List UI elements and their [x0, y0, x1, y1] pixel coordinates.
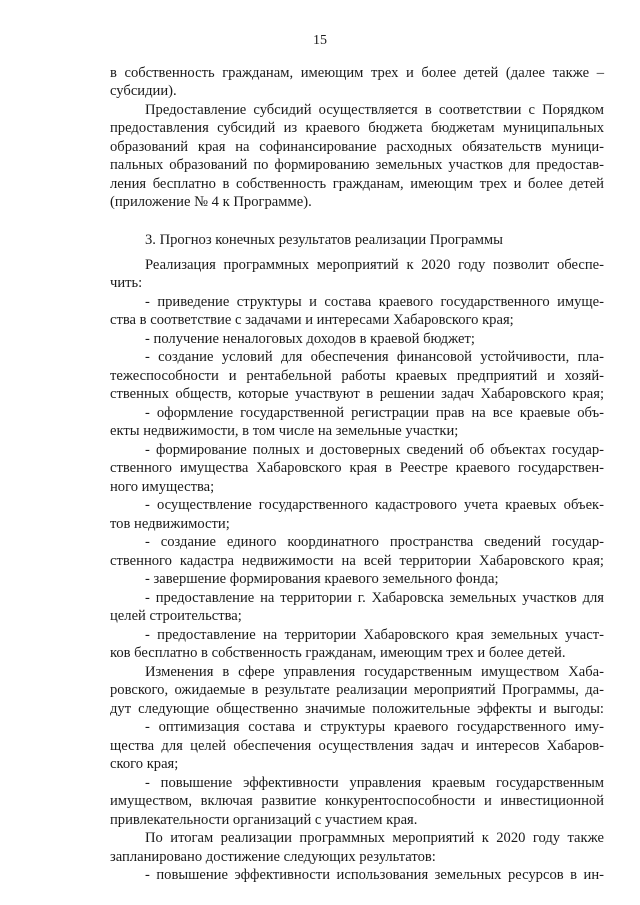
text-line: ского края; — [110, 756, 179, 772]
section-heading: 3. Прогноз конечных результатов реализации Программы — [145, 232, 503, 248]
text-line: екты недвижимости, в том числе на земельные участки; — [110, 423, 459, 439]
text-line: - завершение формирования краевого земельного фонда; — [145, 571, 499, 587]
page-number: 15 — [313, 33, 327, 48]
text-line: Предоставление субсидий осуществляется в соответствии с Порядком — [145, 102, 604, 118]
text-line: ного имущества; — [110, 479, 215, 495]
text-line: По итогам реализации программных мероприятий к 2020 году также — [145, 830, 604, 846]
text-line: ственных обществ, которые участвуют в решении задач Хабаровского края; — [110, 386, 604, 402]
text-line: предоставления субсидий из краевого бюджета бюджетам муниципальных — [110, 120, 604, 136]
text-line: - создание единого координатного пространства сведений государ- — [145, 534, 604, 550]
text-line: - оптимизация состава и структуры краевого государственного иму- — [145, 719, 604, 735]
text-line: тов недвижимости; — [110, 516, 230, 532]
text-line: целей строительства; — [110, 608, 242, 624]
text-line: образований края на софинансирование расходных обязательств муници- — [110, 139, 604, 155]
text-line: - осуществление государственного кадастрового учета краевых объек- — [145, 497, 604, 513]
text-line: ственного имущества Хабаровского края в Реестре краевого государствен- — [110, 460, 604, 476]
text-line: - предоставление на территории г. Хабаровска земельных участков для — [145, 590, 604, 606]
text-line: Изменения в сфере управления государственным имуществом Хаба- — [145, 664, 604, 680]
text-line: пальных образований по формированию земельных участков для предостав- — [110, 157, 604, 173]
text-line: ственного кадастра недвижимости на всей территории Хабаровского края; — [110, 553, 604, 569]
text-line: - оформление государственной регистрации прав на все краевые объ- — [145, 405, 604, 421]
text-line: - повышение эффективности использования земельных ресурсов в ин- — [145, 867, 604, 883]
text-line: Реализация программных мероприятий к 2020 году позволит обеспе- — [145, 257, 604, 273]
text-line: запланировано достижение следующих результатов: — [110, 849, 436, 865]
text-line: ков бесплатно в собственность гражданам, имеющим трех и более детей. — [110, 645, 566, 661]
text-line: - формирование полных и достоверных сведений об объектах государ- — [145, 442, 604, 458]
text-line: (приложение № 4 к Программе). — [110, 194, 312, 210]
text-line: - приведение структуры и состава краевого государственного имуще- — [145, 294, 604, 310]
text-line: имуществом, включая развитие конкурентоспособности и инвестиционной — [110, 793, 604, 809]
text-line: ления бесплатно в собственность гражданам, имеющим трех и более детей — [110, 176, 604, 192]
text-line: - создание условий для обеспечения финансовой устойчивости, пла- — [145, 349, 604, 365]
text-line: - получение неналоговых доходов в краевой бюджет; — [145, 331, 475, 347]
text-line: - предоставление на территории Хабаровского края земельных участ- — [145, 627, 604, 643]
text-line: дут следующие общественно значимые положительные эффекты и выгоды: — [110, 701, 604, 717]
text-line: в собственность гражданам, имеющим трех и более детей (далее также – — [110, 65, 604, 81]
text-line: ства в соответствие с задачами и интересами Хабаровского края; — [110, 312, 514, 328]
text-line: чить: — [110, 275, 143, 291]
text-line: тежеспособности и рентабельной работы краевых предприятий и хозяй- — [110, 368, 604, 384]
text-line: субсидии). — [110, 83, 177, 99]
text-line: - повышение эффективности управления краевым государственным — [145, 775, 604, 791]
text-line: ровского, ожидаемые в результате реализации мероприятий Программы, да- — [110, 682, 604, 698]
text-line: привлекательности организаций с участием края. — [110, 812, 418, 828]
text-line: щества для целей обеспечения осуществления задач и интересов Хабаров- — [110, 738, 604, 754]
